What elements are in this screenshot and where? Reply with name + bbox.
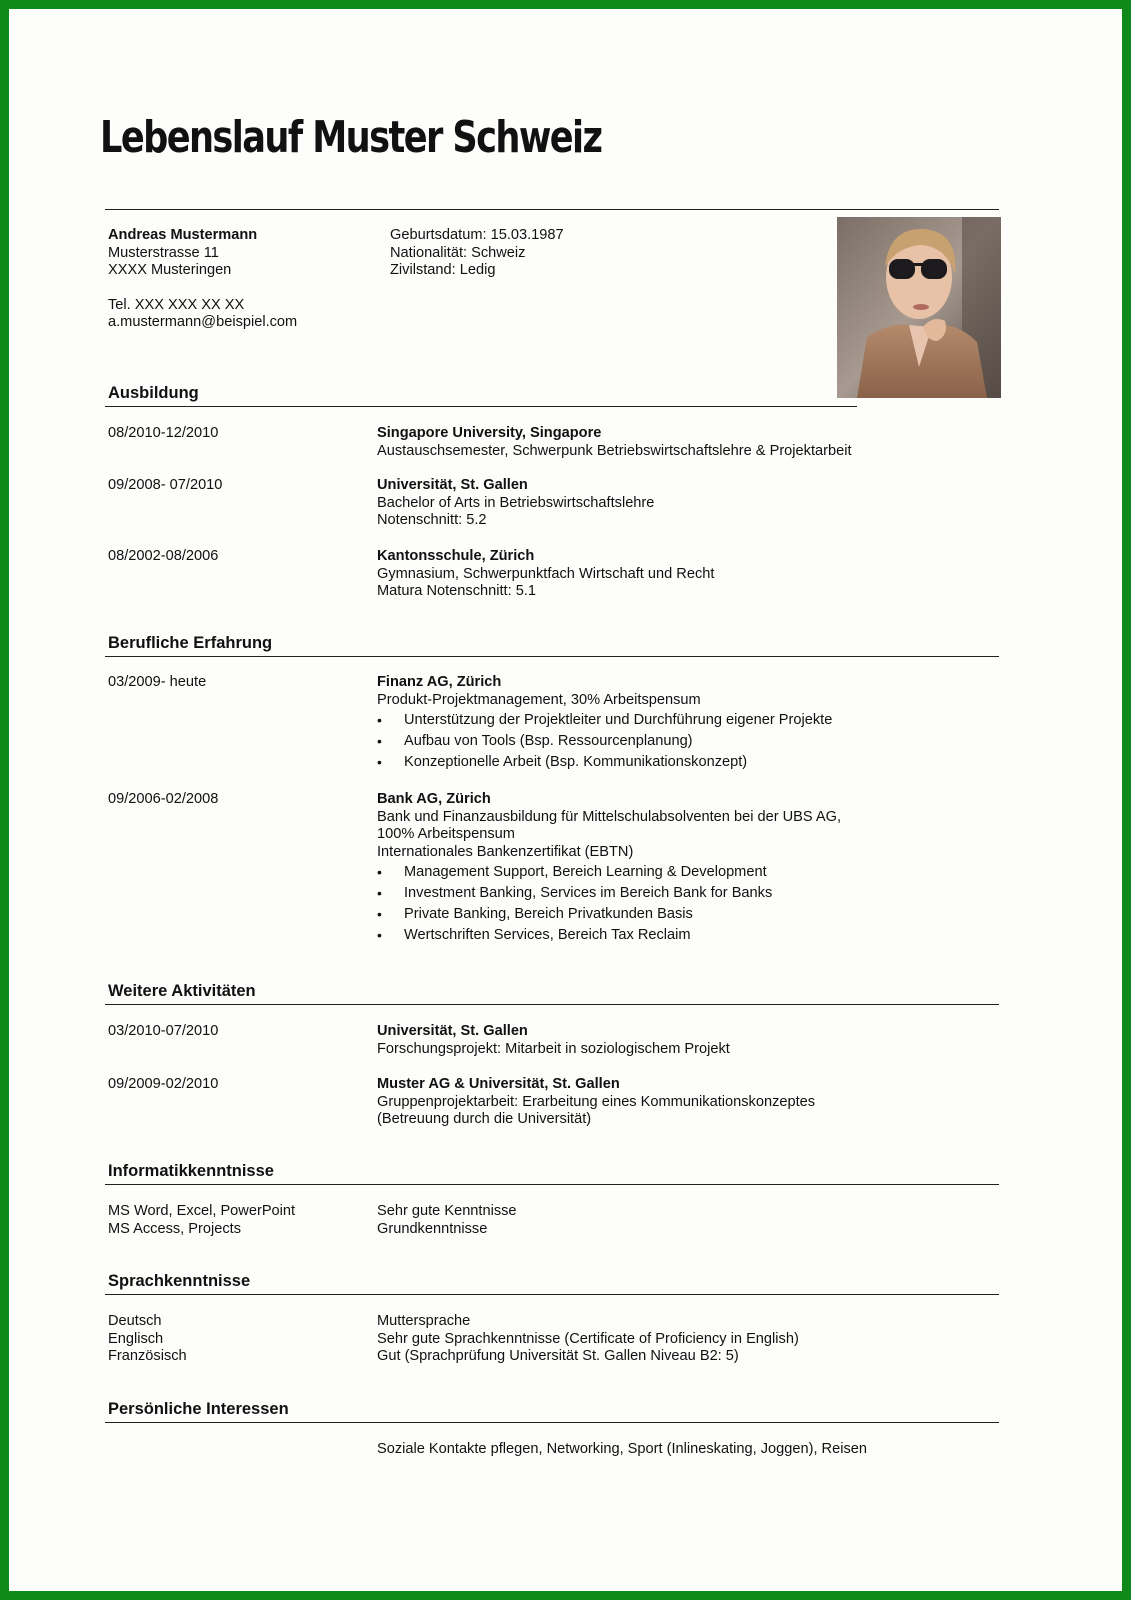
language-item: Deutsch [108,1313,162,1329]
it-level: Grundkenntnisse [377,1220,488,1237]
bullet-item: • Aufbau von Tools (Bsp. Ressourcenplanung) [377,731,832,752]
personal-details [390,227,564,280]
experience-date: 03/2009- heute [108,674,207,690]
it-rule [105,1184,999,1185]
experience-entry [377,791,841,861]
language-levels [377,1313,799,1366]
entry-line: Forschungsprojekt: Mitarbeit in soziologischem Projekt [377,1040,730,1057]
activity-date: 09/2009-02/2010 [108,1076,219,1092]
entry-line: (Betreuung durch die Universität) [377,1111,592,1128]
entry-line: Notenschnitt: 5.2 [377,512,487,529]
activity-entry [377,1023,730,1058]
person-street: Musterstrasse 11 [108,244,219,261]
bullet-item: • Konzeptionelle Arbeit (Bsp. Kommunikationskonzept) [377,752,832,773]
entry-title: Muster AG & Universität, St. Gallen [377,1076,620,1092]
personal-contact [108,227,297,332]
nationality: Nationalität: Schweiz [390,244,526,261]
education-entry [377,477,654,530]
entry-title: Finanz AG, Zürich [377,674,502,690]
experience-date: 09/2006-02/2008 [108,791,219,807]
title-rule [105,209,999,210]
activity-entry [377,1076,815,1129]
section-heading-interests: Persönliche Interessen [108,1400,289,1418]
bullet-item: • Unterstützung der Projektleiter und Durchführung eigener Projekte [377,710,832,731]
bullet-item: • Wertschriften Services, Bereich Tax Reclaim [377,925,772,946]
language-item: Französisch [108,1348,187,1365]
education-rule [105,406,857,407]
bullet-item: • Management Support, Bereich Learning & Development [377,862,772,883]
education-entry [377,548,714,601]
education-date: 08/2002-08/2006 [108,548,219,564]
language-level: Muttersprache [377,1313,471,1329]
it-items [108,1203,295,1238]
entry-title: Bank AG, Zürich [377,791,491,807]
language-level: Gut (Sprachprüfung Universität St. Gallen Niveau B2: 5) [377,1348,739,1365]
entry-title: Universität, St. Gallen [377,477,528,493]
language-items [108,1313,187,1366]
section-heading-languages: Sprachkenntnisse [108,1272,251,1290]
entry-title: Kantonsschule, Zürich [377,548,535,564]
it-level: Sehr gute Kenntnisse [377,1203,517,1219]
entry-line: Matura Notenschnitt: 5.1 [377,583,536,600]
interests-text: Soziale Kontakte pflegen, Networking, Sport (Inlineskating, Joggen), Reisen [377,1441,867,1457]
person-phone: Tel. XXX XXX XX XX [108,296,245,313]
entry-title: Singapore University, Singapore [377,425,602,441]
entry-line: 100% Arbeitspensum [377,826,515,843]
person-email: a.mustermann@beispiel.com [108,314,298,331]
it-levels [377,1203,517,1238]
entry-line: Gruppenprojektarbeit: Erarbeitung eines Kommunikationskonzeptes [377,1093,816,1110]
section-heading-experience: Berufliche Erfahrung [108,634,273,652]
bullet-item: • Investment Banking, Services im Bereich Bank for Banks [377,883,772,904]
document-title: Lebenslauf Muster Schweiz [100,112,602,163]
experience-bullets [377,710,832,773]
experience-bullets [377,862,772,946]
section-heading-it: Informatikkenntnisse [108,1162,274,1180]
person-city: XXXX Musteringen [108,262,232,279]
entry-line: Gymnasium, Schwerpunktfach Wirtschaft und Recht [377,565,715,582]
it-item: MS Word, Excel, PowerPoint [108,1203,296,1219]
section-heading-education: Ausbildung [108,384,199,402]
activities-rule [105,1004,999,1005]
person-name: Andreas Mustermann [108,227,258,243]
entry-line: Bachelor of Arts in Betriebswirtschaftslehre [377,494,655,511]
profile-photo [837,217,1001,398]
birth-date: Geburtsdatum: 15.03.1987 [390,227,564,243]
activity-date: 03/2010-07/2010 [108,1023,219,1039]
education-entry [377,425,852,460]
language-level: Sehr gute Sprachkenntnisse (Certificate of Proficiency in English) [377,1330,799,1347]
entry-line: Produkt-Projektmanagement, 30% Arbeitspensum [377,691,701,708]
languages-rule [105,1294,999,1295]
entry-line: Austauschsemester, Schwerpunk Betriebswirtschaftslehre & Projektarbeit [377,442,852,459]
experience-rule [105,656,999,657]
section-heading-activities: Weitere Aktivitäten [108,982,256,1000]
language-item: Englisch [108,1330,164,1347]
entry-title: Universität, St. Gallen [377,1023,528,1039]
entry-line: Bank und Finanzausbildung für Mittelschulabsolventen bei der UBS AG, [377,808,842,825]
bullet-item: • Private Banking, Bereich Privatkunden Basis [377,904,772,925]
entry-line: Internationales Bankenzertifikat (EBTN) [377,843,634,860]
experience-entry [377,674,701,709]
civil-status: Zivilstand: Ledig [390,262,496,279]
interests-rule [105,1422,999,1423]
it-item: MS Access, Projects [108,1220,242,1237]
education-date: 09/2008- 07/2010 [108,477,223,493]
education-date: 08/2010-12/2010 [108,425,219,441]
